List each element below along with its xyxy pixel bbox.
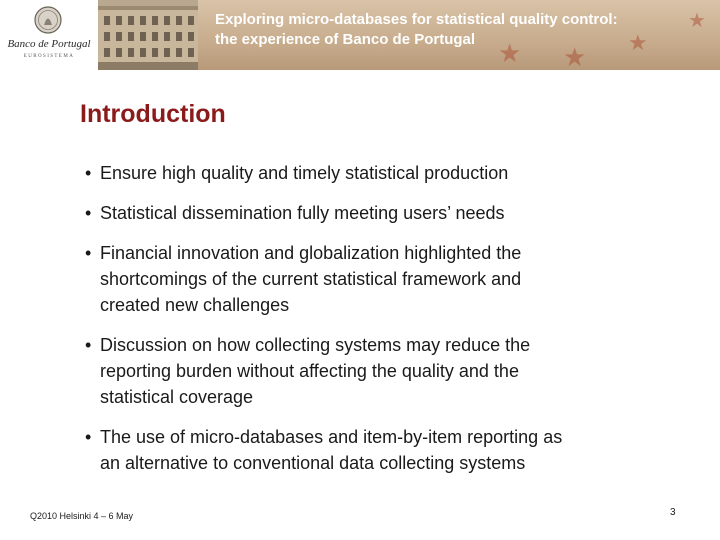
bullet-item [82,332,682,410]
logo-name: Banco de Portugal [7,38,91,50]
bullet-text: created new challenges [100,295,290,315]
bullet-text: The use of micro-databases and item-by-item reporting as [100,427,563,447]
star-icon: ★ [498,38,522,68]
presentation-title [215,10,715,50]
bullet-text: Ensure high quality and timely statistical production [100,163,509,183]
bullet-item [82,160,682,186]
logo-subtitle: EUROSISTEMA [23,54,75,59]
seal-icon [34,6,62,34]
bullet-marker: • [85,243,92,263]
slide-heading: Introduction [80,100,226,128]
title-line: Exploring micro-databases for statistical quality control: [215,11,618,28]
bank-logo [0,0,98,70]
bullet-text: Discussion on how collecting systems may reduce the [100,335,531,355]
bullet-item [82,424,682,476]
building-photo [98,0,198,70]
bullet-text: an alternative to conventional data collecting systems [100,453,526,473]
star-icon: ★ [628,30,648,55]
slide-header [0,0,720,70]
bullet-text: Statistical dissemination fully meeting users’ needs [100,203,505,223]
page-number: 3 [670,507,676,518]
bullet-text: shortcomings of the current statistical framework and [100,269,522,289]
star-icon: ★ [688,10,706,32]
footer-event: Q2010 Helsinki 4 – 6 May [30,511,134,521]
bullet-text: Financial innovation and globalization highlighted the [100,243,522,263]
title-line: the experience of Banco de Portugal [215,31,476,48]
title-banner [198,0,720,70]
bullet-item [82,240,682,318]
bullet-marker: • [85,163,92,183]
bullet-item [82,200,682,226]
bullet-marker: • [85,427,92,447]
bullet-text: statistical coverage [100,387,254,407]
bullet-marker: • [85,203,92,223]
bullet-marker: • [85,335,92,355]
bullet-text: reporting burden without affecting the quality and the [100,361,519,381]
bullet-list [82,160,682,490]
star-icon: ★ [563,42,587,70]
